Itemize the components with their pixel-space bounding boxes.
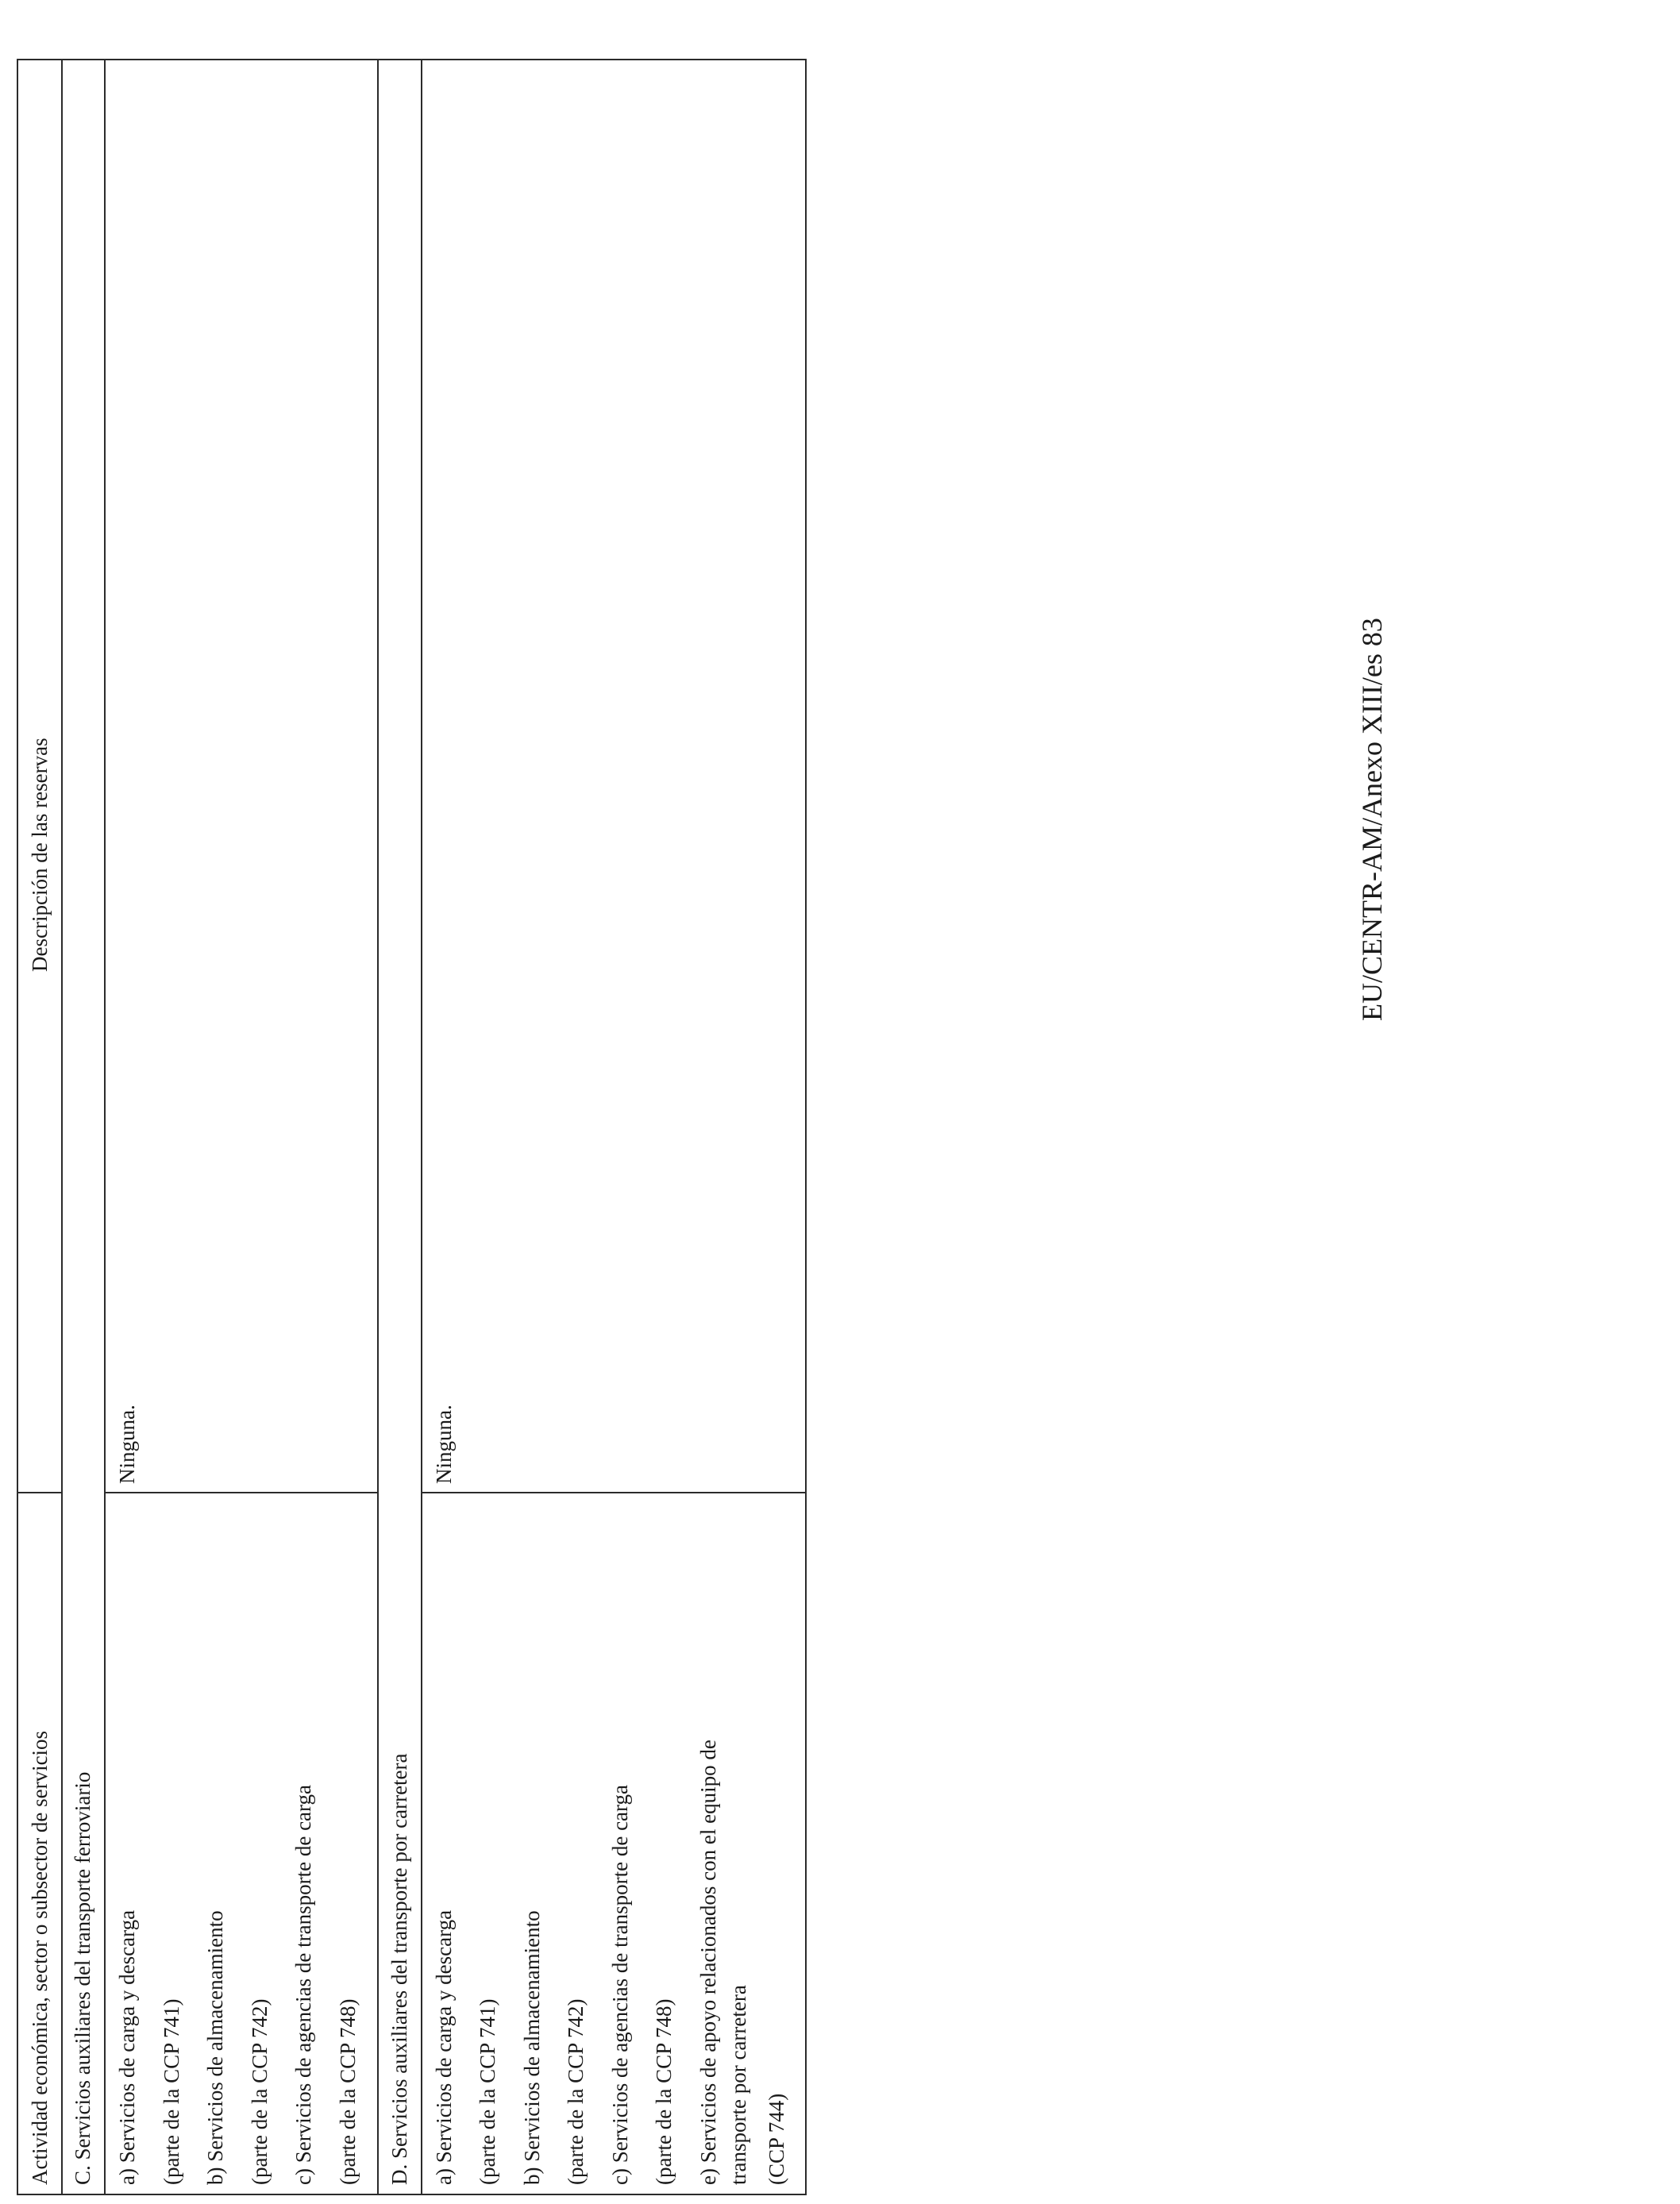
section-d-item: transporte por carretera [726,1985,750,2185]
section-d-title-divider [421,59,422,2195]
rotated-document-page [0,44,1388,2204]
section-c-item: c) Servicios de agencias de transporte de carga [291,1784,315,2185]
section-c-item: (parte de la CCP 748) [336,1998,360,2185]
section-d-item: b) Servicios de almacenamiento [520,1910,544,2185]
page-footer-reference: EU/CENTR-AM/Anexo XIII/es 83 [1356,618,1388,1021]
section-c-title: C. Servicios auxiliares del transporte ferroviario [71,1771,94,2185]
section-d-item: (parte de la CCP 748) [652,1998,676,2185]
table-top-border [17,59,18,2195]
header-divider [61,59,63,2195]
section-c-reservation: Ninguna. [115,1404,139,1484]
section-c-divider [104,59,106,2195]
section-d-reservation: Ninguna. [432,1404,456,1484]
section-d-item: (CCP 744) [765,2093,788,2185]
section-d-item: a) Servicios de carga y descarga [432,1909,456,2185]
section-c-item: (parte de la CCP 741) [160,1998,183,2185]
table-right-border [17,59,807,60]
column-divider-section-d [421,1492,807,1493]
table-bottom-border [805,59,807,2195]
column-divider-header [17,1492,63,1493]
section-d-top-divider [377,59,379,2195]
section-c-item: a) Servicios de carga y descarga [115,1909,139,2185]
section-d-item: (parte de la CCP 742) [564,1998,588,2185]
section-d-title: D. Servicios auxiliares del transporte por carretera [387,1753,411,2185]
section-d-item: (parte de la CCP 741) [476,1998,499,2185]
section-c-item: (parte de la CCP 742) [248,1998,272,2185]
section-c-item: b) Servicios de almacenamiento [203,1910,227,2185]
column-divider-section-c [104,1492,379,1493]
header-activity-sector: Actividad económica, sector o subsector de servicios [28,1730,52,2185]
section-d-item: e) Servicios de apoyo relacionados con el equipo de [696,1740,720,2185]
section-d-item: c) Servicios de agencias de transporte de carga [608,1784,632,2185]
header-reservations-description: Descripción de las reservas [28,738,52,972]
table-left-border [17,2194,807,2195]
